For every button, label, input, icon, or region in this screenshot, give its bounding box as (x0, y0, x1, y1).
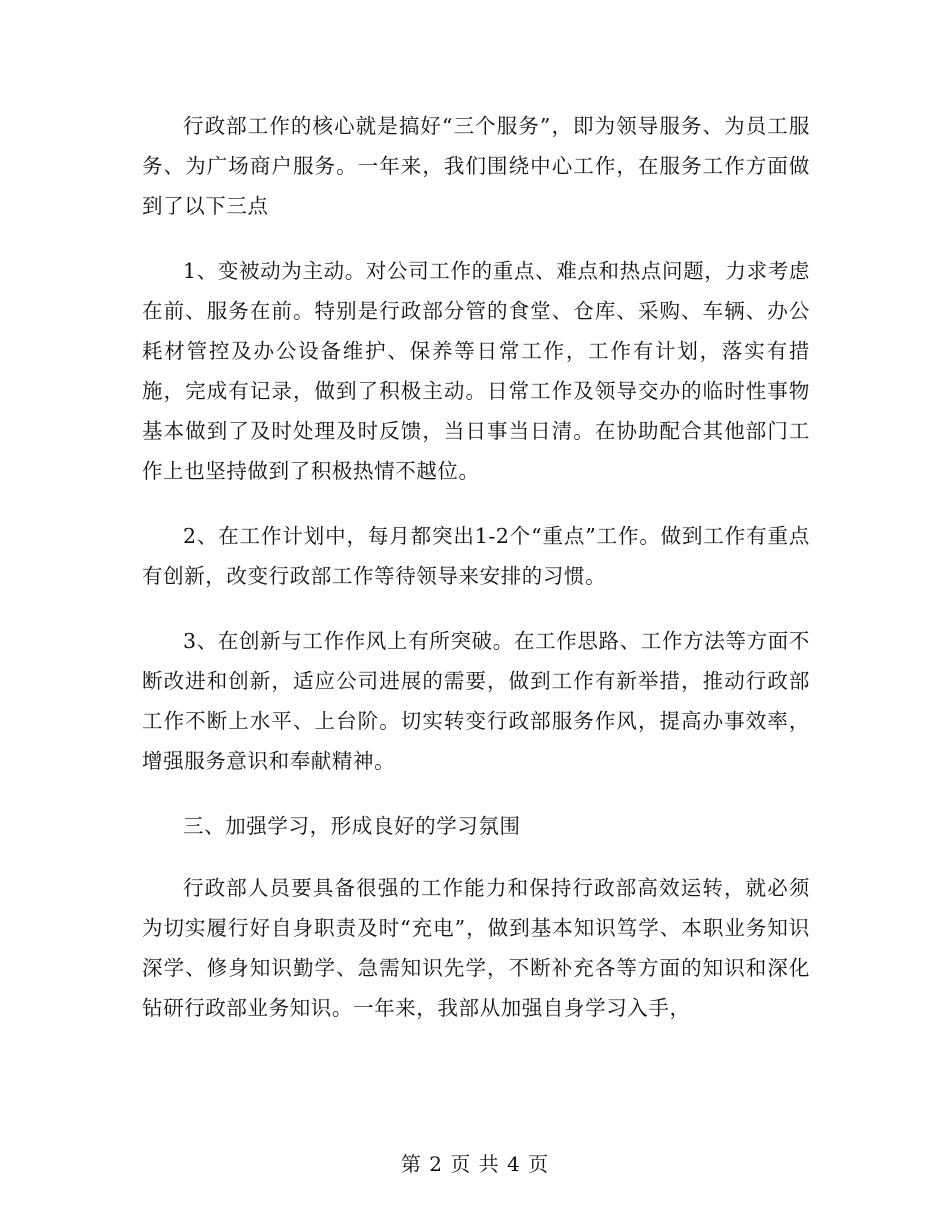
section-heading-learning: 三、加强学习，形成良好的学习氛围 (183, 814, 521, 838)
paragraph-point-2: 2、在工作计划中，每月都突出1-2个“重点”工作。做到工作有重点有创新，改变行政部工作等待领导来安排的习惯。 (142, 524, 810, 588)
page-number-footer: 第 2 页 共 4 页 (400, 1152, 550, 1176)
paragraph-learning: 行政部人员要具备很强的工作能力和保持行政部高效运转，就必须为切实履行好自身职责及时“充电”，做到基本知识笃学、本职业务知识深学、修身知识勤学、急需知识先学，不断补充各等方面的知识和深化钻研行政部业务知识。一年来，我部从加强自身学习入手， (142, 876, 810, 1020)
paragraph-service-intro: 行政部工作的核心就是搞好“三个服务”，即为领导服务、为员工服务、为广场商户服务。一年来，我们围绕中心工作，在服务工作方面做到了以下三点 (142, 114, 810, 218)
paragraph-point-3: 3、在创新与工作作风上有所突破。在工作思路、工作方法等方面不断改进和创新，适应公司进展的需要，做到工作有新举措，推动行政部工作不断上水平、上台阶。切实转变行政部服务作风，提高办事效率，增强服务意识和奉献精神。 (142, 629, 810, 773)
document-body (142, 106, 810, 1053)
paragraph-point-1: 1、变被动为主动。对公司工作的重点、难点和热点问题，力求考虑在前、服务在前。特别是行政部分管的食堂、仓库、采购、车辆、办公耗材管控及办公设备维护、保养等日常工作，工作有计划，落实有措施，完成有记录，做到了积极主动。日常工作及领导交办的临时性事物基本做到了及时处理及时反馈，当日事当日清。在协助配合其他部门工作上也坚持做到了积极热情不越位。 (142, 259, 810, 483)
